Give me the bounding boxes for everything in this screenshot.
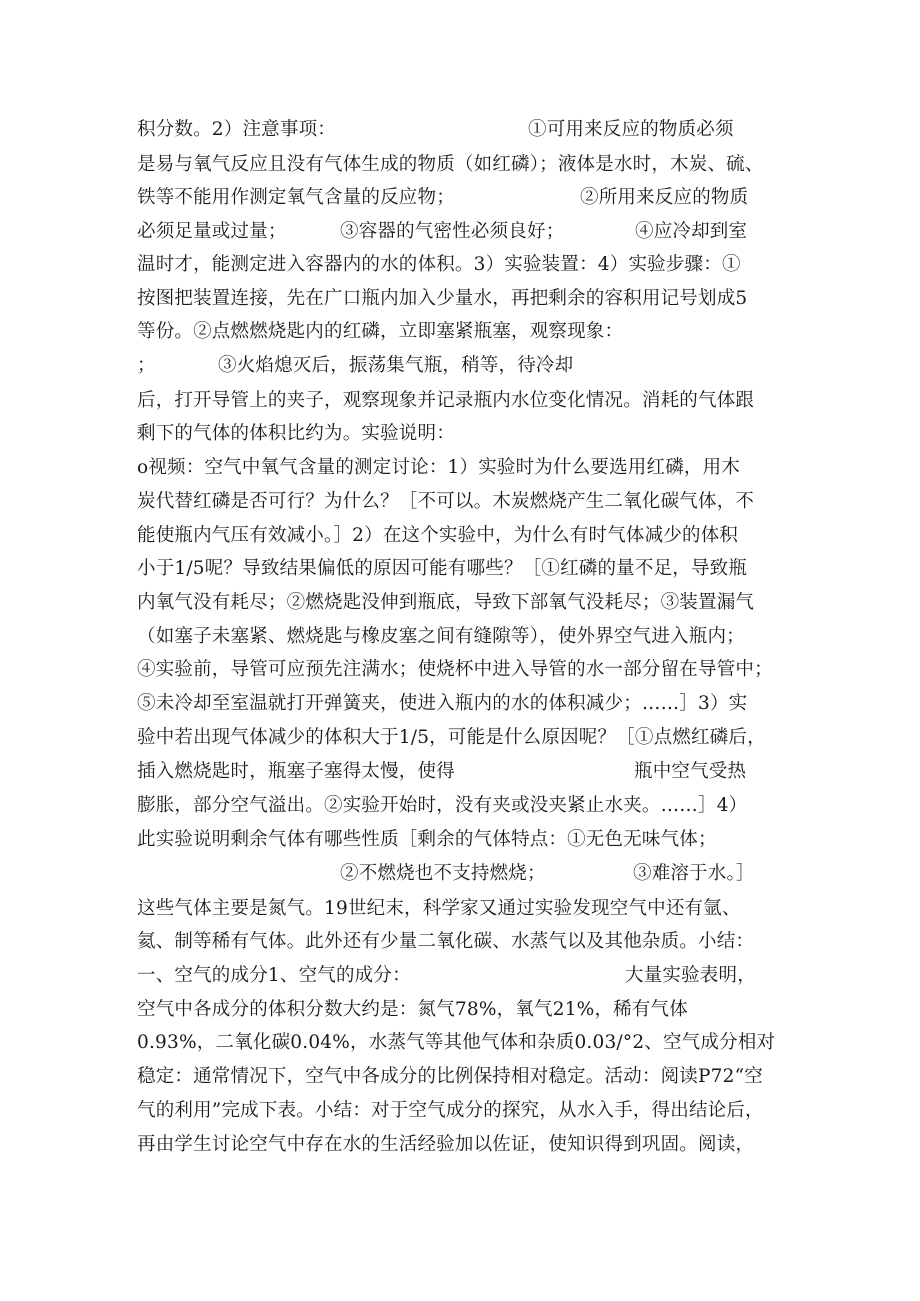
text-segment: 一、空气的成分1、空气的成分： xyxy=(137,965,411,986)
text-segment: 气的利用”完成下表。小结：对于空气成分的探究，从水入手，得出结论后， xyxy=(137,1100,764,1121)
text-segment: 积分数。2）注意事项： xyxy=(137,119,336,140)
text-segment: ； xyxy=(137,355,156,376)
text-segment: 稳定：通常情况下，空气中各成分的比例保持相对稳定。活动：阅读P72“空 xyxy=(137,1066,763,1087)
text-segment: 0.93%，二氧化碳0.04%，水蒸气等其他气体和杂质0.03/°2、空气成分相对 xyxy=(137,1032,776,1053)
text-segment: 等份。②点燃燃烧匙内的红磷，立即塞紧瓶塞，观察现象： xyxy=(137,321,624,342)
text-segment: ④应冷却到室 xyxy=(635,221,748,242)
text-segment: 再由学生讨论空气中存在水的生活经验加以佐证，使知识得到巩固。阅读， xyxy=(137,1134,755,1155)
text-segment: 炭代替红磷是否可行？为什么？［不可以。木炭燃烧产生二氧化碳气体，不 xyxy=(137,491,755,512)
text-segment: 瓶中空气受热 xyxy=(634,761,747,782)
text-segment: 温时才，能测定进入容器内的水的体积。3）实验装置：4）实验步骤：① xyxy=(137,254,741,275)
text-segment: 能使瓶内气压有效减小。］2）在这个实验中，为什么有时气体减少的体积 xyxy=(137,525,739,546)
text-segment: 内氧气没有耗尽；②燃烧匙没伸到瓶底，导致下部氧气没耗尽；③装置漏气 xyxy=(137,592,755,613)
text-segment: o视频：空气中氧气含量的测定讨论：1）实验时为什么要选用红磷，用木 xyxy=(137,457,741,478)
text-segment: 验中若出现气体减少的体积大于1/5，可能是什么原因呢？［①点燃红磷后， xyxy=(137,727,766,748)
text-segment: 小于1/5呢？导致结果偏低的原因可能有哪些？［①红磷的量不足，导致瓶 xyxy=(137,558,748,579)
text-segment: 必须足量或过量； xyxy=(137,221,287,242)
text-segment: 氦、制等稀有气体。此外还有少量二氧化碳、水蒸气以及其他杂质。小结： xyxy=(137,931,755,952)
text-segment: 大量实验表明， xyxy=(625,965,756,986)
text-segment: 插入燃烧匙时，瓶塞子塞得太慢，使得 xyxy=(137,761,455,782)
text-segment: 按图把装置连接，先在广口瓶内加入少量水，再把剩余的容积用记号划成5 xyxy=(137,288,748,309)
text-segment: 此实验说明剩余气体有哪些性质［剩余的气体特点：①无色无味气体； xyxy=(137,829,717,850)
text-segment: ②所用来反应的物质 xyxy=(580,187,749,208)
text-segment: ③容器的气密性必须良好； xyxy=(340,221,565,242)
text-segment: 空气中各成分的体积分数大约是：氮气78%，氧气21%，稀有气体 xyxy=(137,999,688,1020)
text-segment: 这些气体主要是氮气。19世纪末，科学家又通过实验发现空气中还有氩、 xyxy=(137,898,741,919)
text-segment: ②不燃烧也不支持燃烧； xyxy=(340,863,546,884)
text-segment: 膨胀，部分空气溢出。②实验开始时，没有夹或没夹紧止水夹。……］4） xyxy=(137,795,748,816)
text-segment: 是易与氧气反应且没有气体生成的物质（如红磷）；液体是水时，木炭、硫、 xyxy=(137,154,764,175)
text-segment: 铁等不能用作测定氧气含量的反应物； xyxy=(137,187,455,208)
text-segment: ④实验前，导管可应预先注满水；使烧杯中进入导管的水一部分留在导管中； xyxy=(137,659,773,680)
text-segment: ①可用来反应的物质必须 xyxy=(528,119,734,140)
text-segment: ⑤未冷却至室温就打开弹簧夹，使进入瓶内的水的体积减少；……］3）实 xyxy=(137,693,748,714)
text-segment: （如塞子未塞紧、燃烧匙与橡皮塞之间有缝隙等），使外界空气进入瓶内； xyxy=(137,626,745,647)
text-segment: ③难溶于水。］ xyxy=(633,863,755,884)
text-segment: 后，打开导管上的夹子，观察现象并记录瓶内水位变化情况。消耗的气体跟 xyxy=(137,390,755,411)
text-segment: ③火焰熄灭后，振荡集气瓶，稍等，待冷却 xyxy=(218,355,574,376)
text-segment: 剩下的气体的体积比约为。实验说明： xyxy=(137,423,455,444)
